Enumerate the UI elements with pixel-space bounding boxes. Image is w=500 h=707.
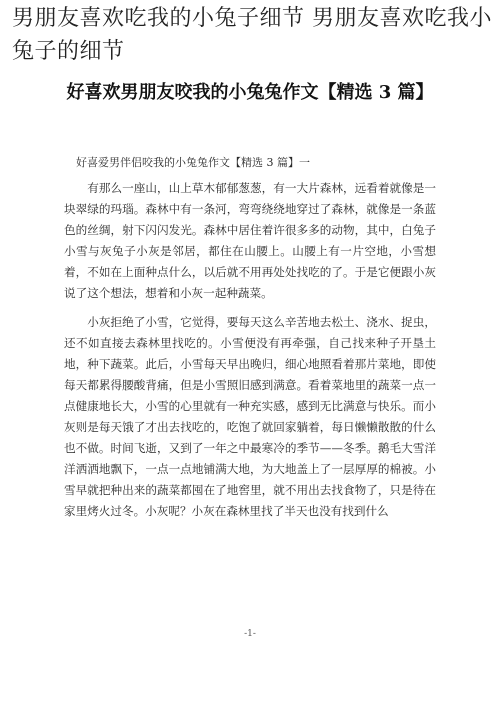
paragraph: 小灰拒绝了小雪，它觉得，要每天这么辛苦地去松土、浇水、捉虫，还不如直接去森林里找吃的。小雪便没有再牵强，自己找来种子开垦土地，种下蔬菜。此后，小雪每天早出晚归，细心地照看着那片菜地，即使每天都累得腰酸背痛，但是小雪照旧感到满意。看着菜地里的蔬菜一点一点健康地长大，小雪的心里就有一种充实感，感到无比满意与快乐。而小灰则是每天饿了才出去找吃的，吃饱了就回家躺着，每日懒懒散散的什么也不做。时间飞逝，又到了一年之中最寒冷的季节——冬季。鹅毛大雪洋洋洒洒地飘下，一点一点地铺满大地，为大地盖上了一层厚厚的棉被。小雪早就把种出来的蔬菜都囤在了地窖里，就不用出去找食物了，只是待在家里烤火过冬。小灰呢？小灰在森林里找了半天也没有找到什么 — [64, 315, 436, 518]
document-page — [0, 78, 500, 707]
document-body — [64, 178, 436, 530]
paragraph: 有那么一座山，山上草木郁郁葱葱，有一大片森林，远看着就像是一块翠绿的玛瑙。森林中有一条河，弯弯绕绕地穿过了森林，就像是一条蓝色的丝绸，射下闪闪发光。森林中居住着许很多多的动物，其中，白兔子小雪与灰兔子小灰是邻居，都住在山腰上。山腰上有一片空地，小雪想着，不如在上面种点什么，以后就不用再处处找吃的了。于是它便跟小灰说了这个想法，想着和小灰一起种蔬菜。 — [64, 181, 436, 300]
page-title: 男朋友喜欢吃我的小兔子细节 男朋友喜欢吃我小兔子的细节 — [12, 6, 492, 64]
page-number: -1- — [244, 629, 256, 639]
document-title: 好喜欢男朋友咬我的小兔兔作文【精选 3 篇】 — [66, 82, 434, 103]
document-subtitle: 好喜爱男伴侣咬我的小兔兔作文【精选 3 篇】一 — [76, 156, 310, 169]
